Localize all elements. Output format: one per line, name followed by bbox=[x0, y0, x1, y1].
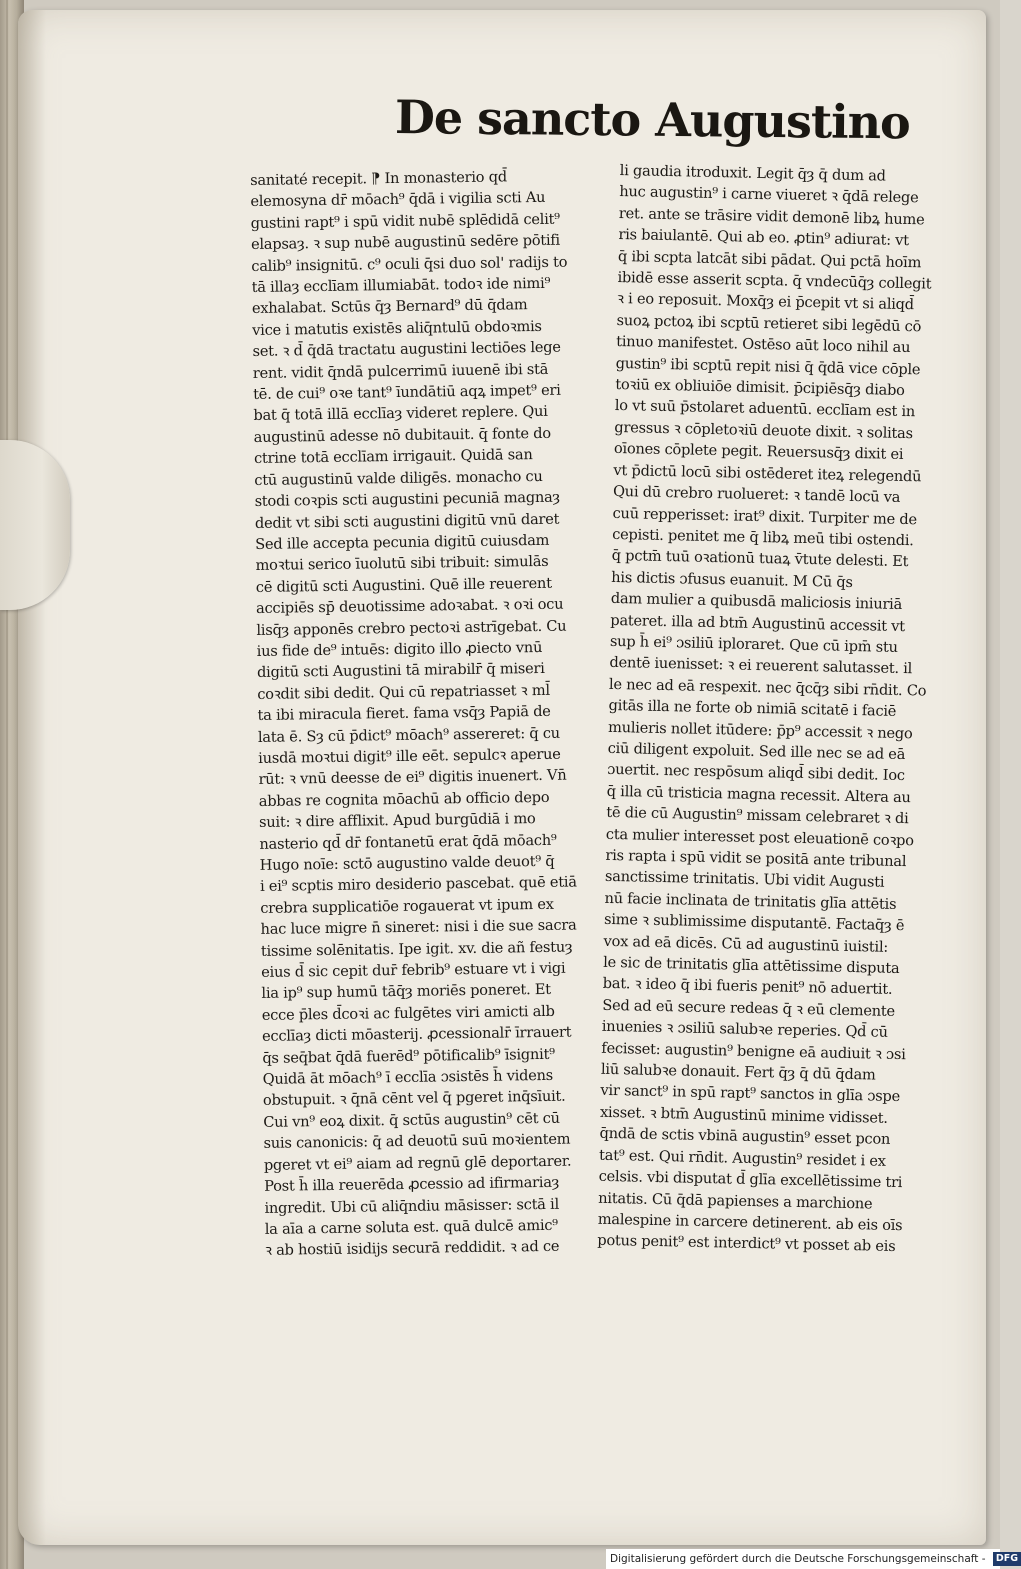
text-line: Qui dū crebro ruolueret: ꝛ tandē locū va bbox=[612, 483, 901, 507]
text-line: Sed ad eū secure redeas q̄ ꝛ eū clemente bbox=[602, 996, 896, 1020]
text-line: pgeret vt ei⁹ aiam ad regnū glē deportarer. bbox=[263, 1152, 572, 1174]
text-line: set. ꝛ d̄ q̄dā tractatu augustini lectiōes lege bbox=[252, 338, 561, 361]
text-line: q̄ illa cū tristicia magna recessit. Altera au bbox=[606, 782, 911, 807]
text-line: ciū diligent expoluit. Sed ille nec se ad eā bbox=[607, 739, 906, 764]
text-line: tē. de cui⁹ oꝛe tant⁹ īundātiū aqꝝ impet⁹ eri bbox=[253, 381, 561, 404]
text-line: q̄ ibi scpta latcāt sibi pādat. Qui pctā hoīm bbox=[617, 247, 922, 271]
dfg-logo-icon: DFG bbox=[993, 1552, 1021, 1566]
text-line: coꝛdit sibi dedit. Qui cū repatriasset ꝛ ml̄ bbox=[257, 681, 550, 703]
text-line: ibidē esse asserit scpta. q̄ vndecūq̄ȝ collegit bbox=[617, 269, 932, 293]
text-line: sanctissime trinitatis. Ubi vidit Augusti bbox=[604, 868, 885, 892]
text-line: rūt: ꝛ vnū deesse de ei⁹ digitis inuenert. Vn̄ bbox=[258, 767, 567, 789]
text-line: sanitaté recepit. ⁋ In monasterio qd̄ bbox=[250, 168, 507, 189]
text-line: suoꝝ pctoꝝ ibi scptū retieret sibi legēdū cō bbox=[616, 311, 922, 336]
text-line: celsis. vbi disputat d̄ glīa excellētissime tri bbox=[598, 1167, 903, 1192]
text-line: oīones cōplete pegit. Reuersusq̄ȝ dixit ei bbox=[613, 440, 904, 464]
text-line: gustin⁹ ibi scptū repit nisi q̄ q̄dā vice cōple bbox=[615, 354, 921, 378]
text-line: calib⁹ insignitū. c⁹ oculi q̄si duo sol' radijs to bbox=[251, 253, 568, 275]
text-line: lo vt suū p̄stolaret aduentū. ecclīam est in bbox=[614, 397, 916, 421]
text-line: ɔuertit. nec respōsum aliqd̄ sibi dedit. Ioc bbox=[607, 761, 905, 785]
page-gutter-shadow bbox=[18, 10, 46, 1545]
text-line: accipiēs sp̄ deuotissime adoꝛabat. ꝛ oꝛi ocu bbox=[256, 595, 564, 618]
text-line: malespine in carcere detinerent. ab eis oīs bbox=[597, 1210, 903, 1235]
text-line: sup h̄ ei⁹ ɔsiliū iploraret. Que cū ipm̄ stu bbox=[609, 632, 898, 656]
text-line: ꝛ i eo reposuit. Moxq̄ȝ ei p̄cepit vt si aliqd̄ bbox=[616, 290, 915, 314]
text-line: dam mulier a quibusdā maliciosis iniuriā bbox=[610, 590, 903, 614]
text-line: Post h̄ illa reuerēda ꝓcessio ad ifirmariaȝ bbox=[264, 1173, 560, 1195]
text-line: crebra supplicatiōe rogauerat vt ipum ex bbox=[260, 895, 554, 917]
text-line: vox ad eā dicēs. Cū ad augustinū iuistil: bbox=[603, 932, 889, 956]
text-line: stodi coꝛpis scti augustini pecuniā magnaȝ bbox=[254, 488, 560, 511]
text-line: le sic de trinitatis glīa attētissime disputa bbox=[603, 953, 900, 978]
text-line: q̄ pctm̄ tuū oꝛationū tuaꝝ v̄tute delesti. Et bbox=[611, 547, 909, 571]
text-line: augustinū adesse nō dubitauit. q̄ fonte do bbox=[253, 424, 551, 446]
text-line: lisq̄ȝ apponēs crebro pectoꝛi astrīgebat. Cu bbox=[256, 617, 567, 639]
text-line: pateret. illa ad btm̄ Augustinū accessit vt bbox=[610, 611, 906, 635]
text-line: ris rapta i spū vidit se positā ante tribunal bbox=[605, 846, 907, 871]
text-line: ris baiulantē. Qui ab eo. ꝓtin⁹ adiurat: vt bbox=[618, 226, 910, 250]
text-line: dentē iuenisset: ꝛ ei reuerent salutasset. il bbox=[609, 654, 913, 678]
text-line: ius fide de⁹ intuēs: digito illo ꝓiecto vnū bbox=[256, 638, 543, 660]
text-line: gressus ꝛ cōpletoꝛiū deuote dixit. ꝛ solitas bbox=[614, 418, 913, 443]
text-line: q̄ndā de sctis vbinā augustin⁹ esset pcon bbox=[599, 1125, 891, 1149]
text-line: bat. ꝛ ideo q̄ ibi fueris penit⁹ nō aduertit. bbox=[602, 975, 893, 999]
text-line: ta ibi miracula fieret. fama vsq̄ȝ Papiā de bbox=[257, 703, 551, 725]
text-line: tā illaȝ ecclīam illumiabāt. todoꝛ ide nimi⁹ bbox=[251, 274, 551, 297]
funding-footer bbox=[606, 1549, 1019, 1569]
text-line: hac luce migre n̄ sineret: nisi i die sue sacra bbox=[260, 916, 577, 939]
text-line: ctū augustinū valde diligēs. monacho cu bbox=[254, 467, 543, 489]
text-line: vt p̄dictū locū sibi ostēderet iteꝝ relegendū bbox=[613, 461, 922, 486]
text-line: liū salubꝛe donauit. Fert q̄ȝ q̄ dū q̄dam bbox=[600, 1060, 876, 1084]
text-line: rent. vidit q̄ndā pulcerrimū iuuenē ibi stā bbox=[252, 360, 549, 382]
text-line: elemosyna dr̄ mōach⁹ q̄dā i vigilia scti Au bbox=[250, 189, 546, 211]
text-line: tē die cū Augustin⁹ missam celebraret ꝛ di bbox=[606, 804, 909, 828]
text-line: lata ē. Sȝ cū p̄dict⁹ mōach⁹ assereret: q̄ cu bbox=[257, 724, 560, 746]
text-line: obstupuit. ꝛ q̄nā cēnt vel q̄ pgeret inq̄sīuit. bbox=[262, 1088, 566, 1110]
text-line: ingredit. Ubi cū aliq̄ndiu māsisser: sctā il bbox=[264, 1195, 560, 1217]
text-line: moꝛtui serico īuolutū sibi tribuit: simulās bbox=[255, 553, 549, 575]
text-line: elapsaȝ. ꝛ sup nubē augustinū sedēre pōtifi bbox=[250, 231, 561, 254]
text-line: abbas re cognita mōachū ab officio depo bbox=[258, 788, 550, 810]
text-line: lia ip⁹ sup humū tāq̄ȝ moriēs poneret. Et bbox=[261, 981, 551, 1003]
text-line: dedit vt sibi scti augustini digitū vnū daret bbox=[254, 510, 560, 532]
text-line: ecclīaȝ dicti mōasterij. ꝓcessionalr̄ īrrauert bbox=[261, 1023, 572, 1046]
text-line: ꝛ ab hostiū isidijs securā reddidit. ꝛ ad ce bbox=[264, 1238, 560, 1260]
text-line: mulieris nollet itūdere: p̄p⁹ accessit ꝛ nego bbox=[607, 718, 913, 742]
text-line: bat q̄ totā illā ecclīaȝ videret replere. Qui bbox=[253, 403, 548, 425]
running-title: De sancto Augustino bbox=[394, 90, 911, 150]
text-line: vice i matutis existēs aliq̄ntulū obdoꝛmis bbox=[252, 317, 542, 339]
funding-footer-text: Digitalisierung gefördert durch die Deutsche Forschungsgemeinschaft - bbox=[610, 1553, 986, 1565]
text-line: inuenies ꝛ ɔsiliū salubꝛe reperies. Qd̄ cū bbox=[601, 1018, 888, 1042]
text-line: xisset. ꝛ btm̄ Augustinū minime vidisset. bbox=[599, 1103, 888, 1127]
text-line: gustini rapt⁹ i spū vidit nubē splēdidā celit⁹ bbox=[250, 210, 560, 232]
text-line: nitatis. Cū q̄dā papienses a marchione bbox=[598, 1189, 873, 1213]
text-column-right bbox=[597, 160, 965, 1259]
text-line: le nec ad eā respexit. nec q̄cq̄ȝ sibi rn̄dit. Co bbox=[608, 675, 927, 700]
text-column-left bbox=[250, 165, 615, 1261]
text-line: la aīa a carne soluta est. quā dulcē amic⁹ bbox=[264, 1216, 558, 1238]
text-line: tat⁹ est. Qui rn̄dit. Augustin⁹ residet i ex bbox=[598, 1146, 886, 1170]
text-line: Quidā āt mōach⁹ ī ecclīa ɔsistēs h̄ videns bbox=[262, 1066, 554, 1088]
text-line: Sed ille accepta pecunia digitū cuiusdam bbox=[255, 531, 550, 553]
text-line: cta mulier interesset post eleuationē coꝛpo bbox=[605, 825, 914, 849]
text-line: Hugo noīe: sctō augustino valde deuot⁹ q̄ bbox=[259, 852, 555, 874]
text-line: potus penit⁹ est interdict⁹ vt posset ab eis bbox=[597, 1232, 896, 1256]
text-line: tinuo manifestet. Ostēso aūt loco nihil au bbox=[616, 333, 911, 357]
text-line: sime ꝛ sublimissime disputantē. Factaq̄ȝ ē bbox=[603, 911, 905, 935]
text-line: toꝛiū ex obliuiōe dimisit. p̄cipiēsq̄ȝ diabo bbox=[615, 376, 905, 400]
text-line: suit: ꝛ dire afflixit. Apud burgūdiā i mo bbox=[258, 810, 536, 832]
text-line: ecce p̄les d̄coꝛi ac fulgētes viri amicti alb bbox=[261, 1002, 555, 1024]
text-line: ctrine totā ecclīam irrigauit. Quidā san bbox=[253, 446, 533, 468]
text-line: iusdā moꝛtui digit⁹ ille eēt. sepulcꝛ aperue bbox=[258, 745, 561, 767]
text-line: gitās illa ne forte ob nimiā scitatē i faciē bbox=[608, 697, 897, 721]
text-line: li gaudia itroduxit. Legit q̄ȝ q̄ dum ad bbox=[619, 161, 886, 185]
text-line: q̄s seq̄bat q̄dā fuerēd⁹ pōtificalib⁹ īsignit⁹ bbox=[262, 1045, 555, 1067]
text-line: ret. ante se trāsire vidit demonē libꝝ hume bbox=[618, 204, 925, 229]
text-line: exhalabat. Sctūs q̄ȝ Bernard⁹ dū q̄dam bbox=[251, 296, 528, 318]
text-line: his dictis ɔfusus euanuit. M Cū q̄s bbox=[611, 568, 853, 591]
text-line: vir sanct⁹ in spū rapt⁹ sanctos in glīa ɔspe bbox=[600, 1082, 901, 1106]
text-line: tissime solēnitatis. Ipe igit. xv. die añ festuȝ bbox=[260, 938, 573, 960]
text-line: digitū scti Augustini tā mirabilr̄ q̄ miseri bbox=[256, 660, 545, 682]
text-line: nasterio qd̄ dr̄ fontanetū erat q̄dā mōach⁹ bbox=[259, 831, 557, 853]
text-line: eius d̄ sic cepit dur̄ febrib⁹ estuare vt i vigi bbox=[261, 959, 566, 981]
text-line: cē digitū scti Augustini. Quē ille reuerent bbox=[255, 574, 552, 596]
text-line: huc augustin⁹ i carne viueret ꝛ q̄dā relege bbox=[619, 183, 919, 207]
text-line: cepisti. penitet me q̄ libꝝ meū tibi ostendi. bbox=[611, 525, 914, 550]
text-line: cuū repperisset: irat⁹ dixit. Turpiter me de bbox=[612, 504, 918, 528]
text-line: fecisset: augustin⁹ benigne eā audiuit ꝛ ɔsi bbox=[601, 1039, 906, 1063]
text-line: suis canonicis: q̄ ad deuotū suū moꝛientem bbox=[263, 1130, 571, 1153]
text-line: i ei⁹ scptis miro desiderio pascebat. quē etiā bbox=[259, 873, 577, 896]
text-line: nū facie inclinata de trinitatis glīa attētis bbox=[604, 889, 897, 913]
text-line: Cui vn⁹ eoꝝ dixit. q̄ sctūs augustin⁹ cēt cū bbox=[263, 1109, 560, 1131]
